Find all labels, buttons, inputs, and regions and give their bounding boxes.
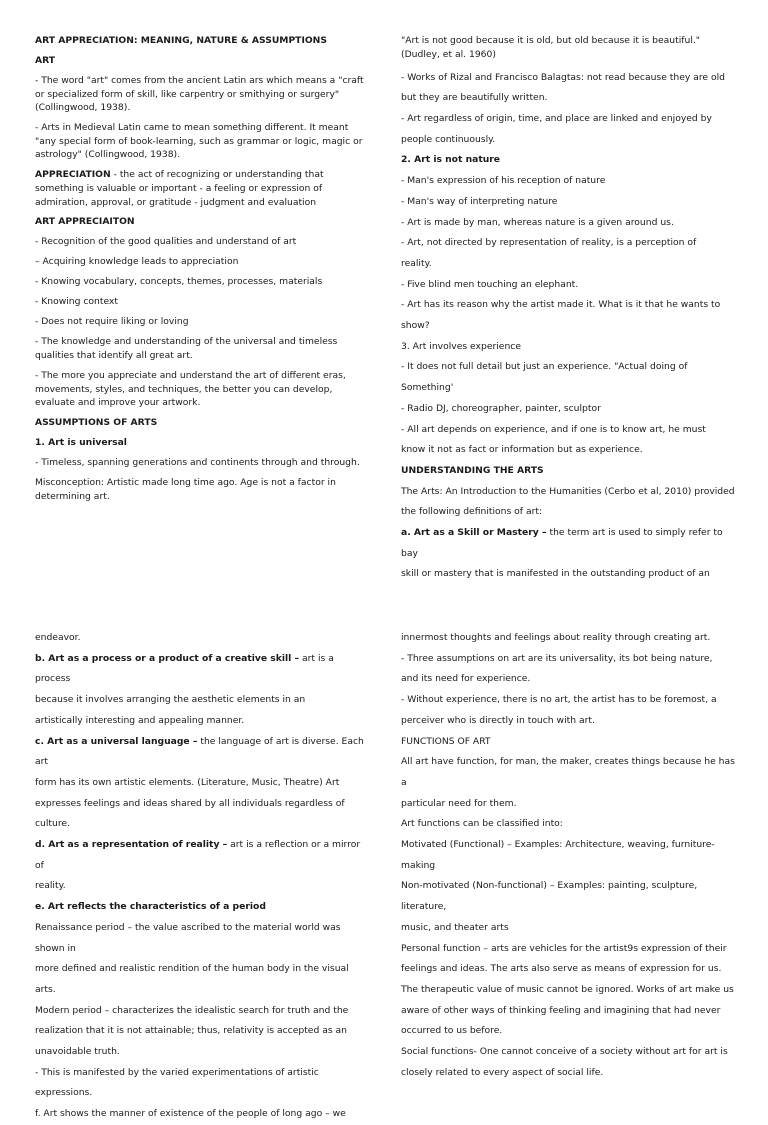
text-line: Non-motivated (Non-functional) – Examples: painting, sculpture, literature, [401,880,698,913]
text-line: - All art depends on experience, and if one is to know art, he must [401,423,706,435]
text-line: because it involves arranging the aesthetic elements in an [35,694,306,706]
text-line: Personal function – arts are vehicles for the artist9s expression of their [401,942,727,954]
text-line: - Man's way of interpreting nature [401,195,558,207]
page-1-right-column [401,34,736,585]
text-line: endeavor. [35,632,81,643]
text-line: Social functions- One cannot conceive of a society without art for art is [401,1046,728,1058]
text-line: ART APPRECIAITON [35,216,135,228]
text-line: particular need for them. [401,797,517,809]
text-line: skill or mastery that is manifested in the outstanding product of an [401,568,710,580]
text-line: "Art is not good because it is old, but old because it is beautiful."(Dudley, et al. 1960) [401,35,701,60]
line-text: art is a process [35,652,334,685]
bold-lead: d. Art as a representation of reality – [35,839,228,851]
text-line: expresses feelings and ideas shared by all individuals regardless of [35,797,345,809]
text-line: - Works of Rizal and Francisco Balagtas: not read because they are old [401,71,726,83]
text-line: - Radio DJ, choreographer, painter, sculptor [401,402,601,414]
text-line: show? [401,320,430,332]
text-line: music, and theater arts [401,921,509,933]
text-line: Art functions can be classified into: [401,818,563,830]
text-line: more defined and realistic rendition of the human body in the visual arts. [35,963,349,995]
text-line: - The word "art" comes from the ancient Latin ars which means a "craft or specialized form of skill, like carpentry or smithying or surgery" (Collingwood, 1938). [35,74,364,114]
text-line: Modern period – characterizes the idealistic search for truth and the [35,1004,349,1016]
text-line: UNDERSTANDING THE ARTS [401,464,544,476]
text-line: Misconception: Artistic made long time ago. Age is not a factor in determining art. [35,477,336,502]
document-page-2 [0,624,768,1120]
line-text: the term art is used to simply refer to bay [401,527,723,559]
bold-lead: c. Art as a universal language – [35,735,198,747]
text-line: - Knowing context [35,296,118,308]
text-line: The Arts: An Introduction to the Humanities (Cerbo et al, 2010) provided [401,485,735,497]
text-line: - Recognition of the good qualities and understand of art [35,236,297,248]
text-line: feelings and ideas. The arts also serve as means of expression for us. [401,963,722,975]
text-line: 2. Art is not nature [401,154,501,166]
text-line: f. Art shows the manner of existence of the people of long ago – we [35,1108,346,1120]
line-text: - the act of recognizing or understanding that something is valuable or important - a feeling or expression of admiration, approval, or gratitude - judgment and evaluation [35,169,324,208]
text-line: - Does not require liking or loving [35,316,189,328]
page-2-right-column [401,628,736,1083]
text-line: FUNCTIONS OF ART [401,735,491,747]
text-line [401,523,736,564]
text-line: perceiver who is directly in touch with art. [401,714,595,726]
page-2-left-column [35,628,365,1125]
bold-lead: APPRECIATION [35,169,111,181]
text-line: Renaissance period – the value ascribed to the material world was shown in [35,921,341,954]
text-line: Motivated (Functional) – Examples: Architecture, weaving, furniture-making [401,839,715,871]
text-line [35,168,365,209]
text-line [35,835,365,876]
text-line: ART APPRECIATION: MEANING, NATURE & ASSUMPTIONS [35,35,327,46]
text-line: - The more you appreciate and understand the art of different eras, movements, styles, and techniques, the better you can develop, evaluate and improve your artwork. [35,369,346,409]
text-line: - It does not full detail but just an experience. "Actual doing of [401,361,688,373]
line-text: art is a reflection or a mirror of [35,839,361,871]
text-line: expressions. [35,1087,93,1099]
text-line: - Knowing vocabulary, concepts, themes, processes, materials [35,276,323,288]
text-line: but they are beautifully written. [401,92,548,104]
text-line: the following definitions of art: [401,506,543,518]
text-line: occurred to us before. [401,1025,503,1037]
bold-lead: b. Art as a process or a product of a creative skill – [35,652,300,664]
text-line: - Five blind men touching an elephant. [401,278,579,290]
text-line: aware of other ways of thinking feeling and imagining that had never [401,1004,721,1016]
text-line: - Arts in Medieval Latin came to mean something different. It meant "any special form of book-learning, such as grammar or logic, magic or astrology" (Collingwood, 1938). [35,122,363,161]
text-line: ASSUMPTIONS OF ARTS [35,417,158,429]
text-line: know it not as fact or information but as experience. [401,444,643,456]
text-line: realization that it is not attainable; thus, relativity is accepted as an [35,1025,348,1037]
text-line: ART [35,54,56,66]
text-line: The therapeutic value of music cannot be ignored. Works of art make us [401,983,734,995]
text-line: reality. [401,257,432,269]
text-line: – Acquiring knowledge leads to appreciation [35,256,239,268]
text-line: 1. Art is universal [35,437,127,449]
text-line: - Without experience, there is no art, the artist has to be foremost, a [401,694,717,706]
text-line: - Timeless, spanning generations and continents through and through. [35,457,360,469]
text-line: - Three assumptions on art are its universality, its bot being nature, [401,652,713,664]
text-line: Something' [401,382,454,394]
text-line: - Art is made by man, whereas nature is a given around us. [401,216,674,228]
text-line: e. Art reflects the characteristics of a period [35,901,266,913]
text-line: - Man's expression of his reception of nature [401,175,606,187]
text-line: innermost thoughts and feelings about reality through creating art. [401,632,711,643]
text-line [35,649,365,690]
text-line: 3. Art involves experience [401,340,521,352]
text-line: culture. [35,818,71,830]
text-line: All art have function, for man, the maker, creates things because he has a [401,756,735,788]
text-line: form has its own artistic elements. (Literature, Music, Theatre) Art [35,776,340,788]
text-line: - This is manifested by the varied experimentations of artistic [35,1066,319,1078]
line-text: the language of art is diverse. Each art [35,735,364,768]
text-line: closely related to every aspect of social life. [401,1066,604,1078]
text-line: unavoidable truth. [35,1046,120,1058]
text-line: - Art, not directed by representation of reality, is a perception of [401,237,697,249]
text-line: - Art regardless of origin, time, and place are linked and enjoyed by [401,112,712,124]
text-line: - Art has its reason why the artist made it. What is it that he wants to [401,299,721,311]
text-line: - The knowledge and understanding of the universal and timeless qualities that identify all great art. [35,336,338,361]
bold-lead: a. Art as a Skill or Mastery – [401,527,547,539]
text-line [35,732,365,773]
text-line: reality. [35,880,66,892]
text-line: and its need for experience. [401,673,531,685]
text-line: people continuously. [401,133,496,145]
page-1-left-column [35,34,365,510]
text-line: artistically interesting and appealing manner. [35,714,245,726]
